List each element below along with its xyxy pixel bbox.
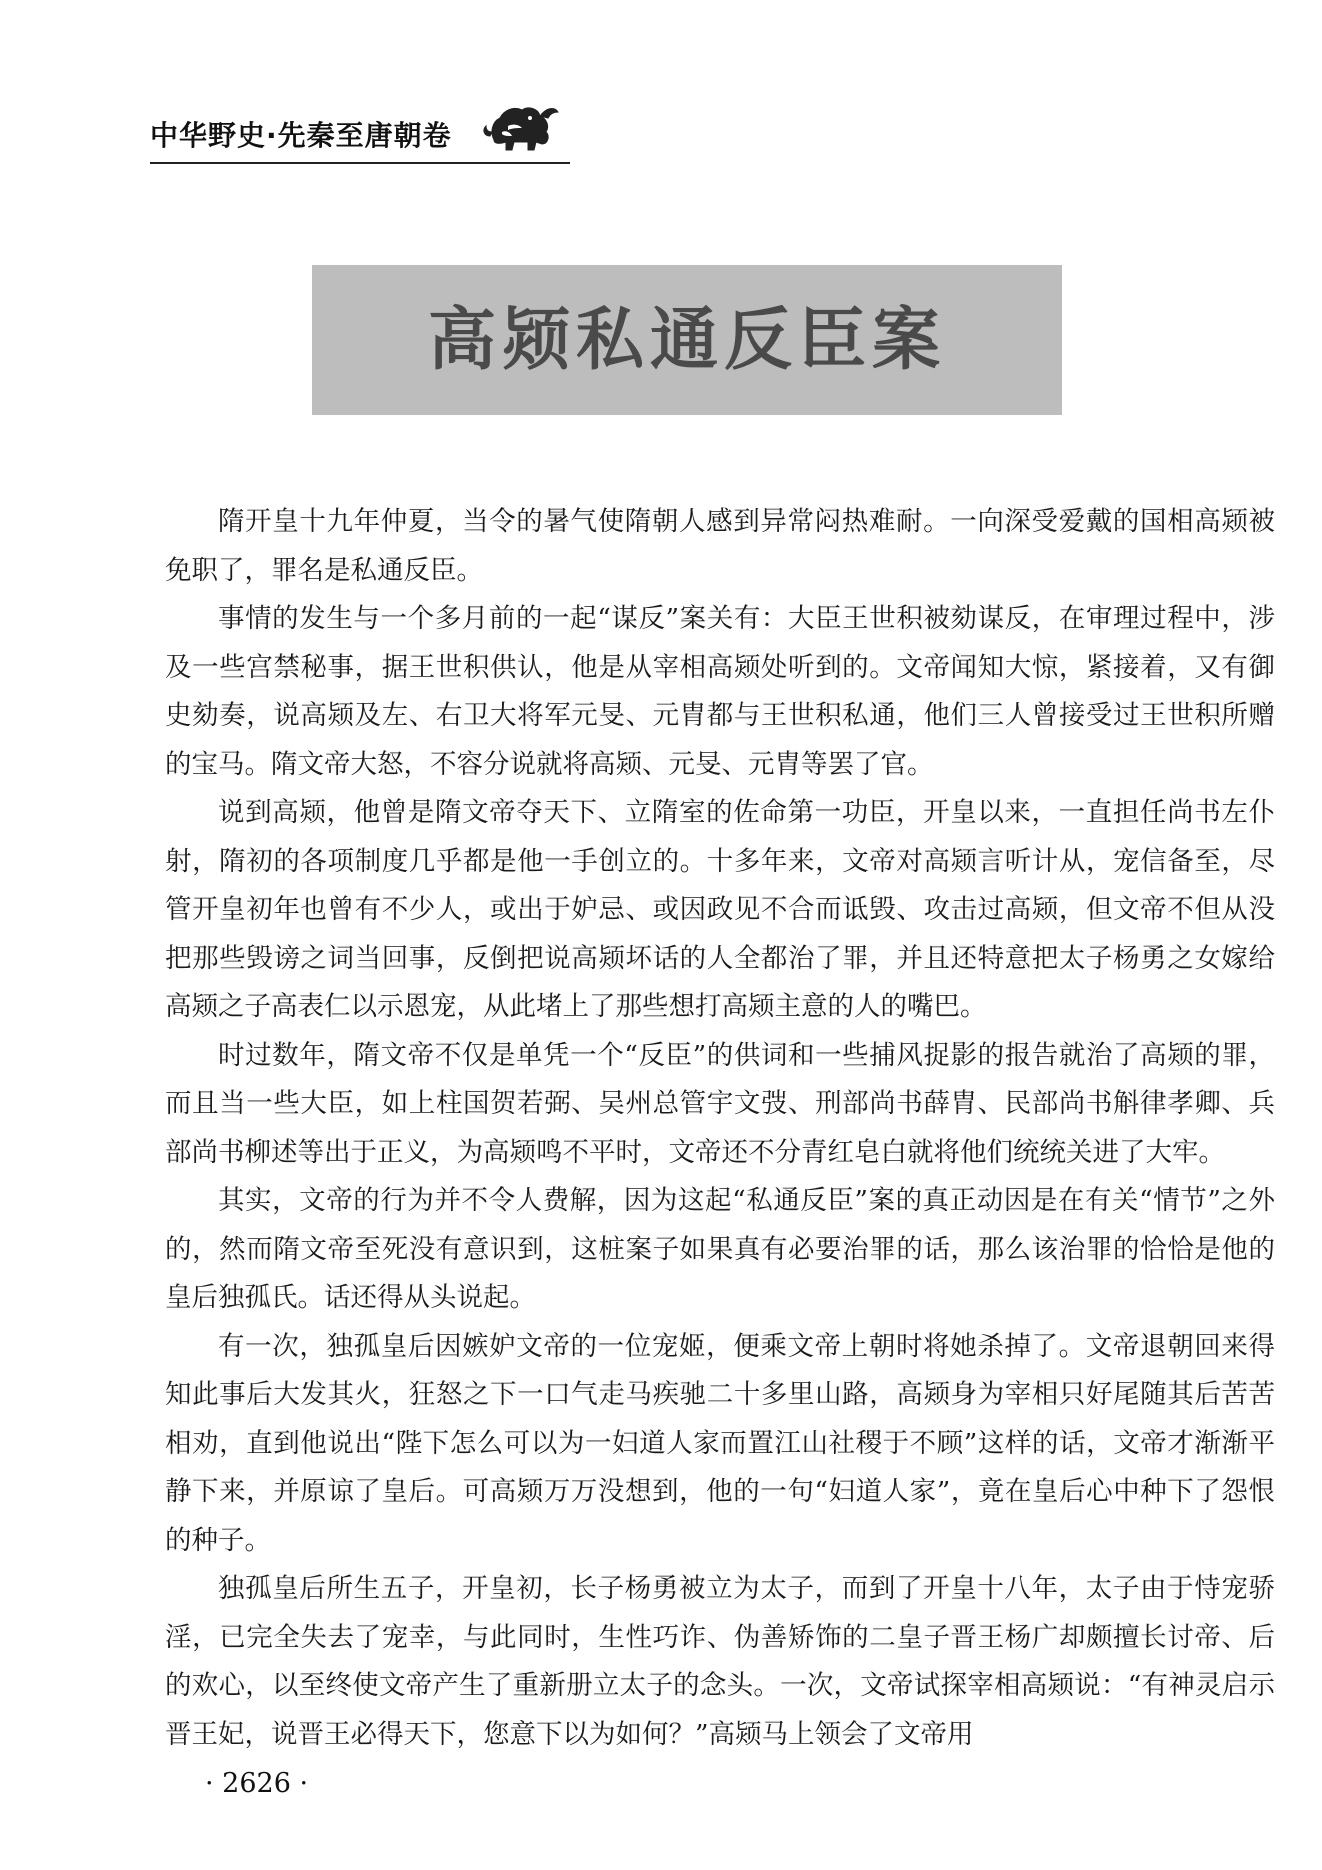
paragraph: 事情的发生与一个多月前的一起“谋反”案关有：大臣王世积被劾谋反，在审理过程中，涉及一些宫禁秘事，据王世积供认，他是从宰相高颎处听到的。文帝闻知大惊，紧接着，又有御史劾奏，说高颎及左、右卫大将军元旻、元胄都与王世积私通，他们三人曾接受过王世积所赠的宝马。隋文帝大怒，不容分说就将高颎、元旻、元胄等罢了官。 bbox=[165, 603, 1275, 780]
paragraph: 独孤皇后所生五子，开皇初，长子杨勇被立为太子，而到了开皇十八年，太子由于恃宠骄淫，已完全失去了宠幸，与此同时，生性巧诈、伪善矫饰的二皇子晋王杨广却颇擅长讨帝、后的欢心，以至终使文帝产生了重新册立太子的念头。一次，文帝试探宰相高颎说：“有神灵启示晋王妃，说晋王必得天下，您意下以为如何？”高颎马上领会了文帝用 bbox=[165, 1573, 1275, 1750]
article-title: 高颎私通反臣案 bbox=[427, 300, 946, 380]
lion-emblem-icon bbox=[480, 96, 560, 158]
paragraph: 隋开皇十九年仲夏，当令的暑气使隋朝人感到异常闷热难耐。一向深受爱戴的国相高颎被免职了，罪名是私通反臣。 bbox=[165, 506, 1275, 586]
paragraph: 有一次，独孤皇后因嫉妒文帝的一位宠姬，便乘文帝上朝时将她杀掉了。文帝退朝回来得知此事后大发其火，狂怒之下一口气走马疾驰二十多里山路，高颎身为宰相只好尾随其后苦苦相劝，直到他说出“陛下怎么可以为一妇道人家而置江山社稷于不顾”这样的话，文帝才渐渐平静下来，并原谅了皇后。可高颎万万没想到，他的一句“妇道人家”，竟在皇后心中种下了怨恨的种子。 bbox=[165, 1330, 1275, 1556]
book-title: 中华野史·先秦至唐朝卷 bbox=[150, 119, 452, 152]
paragraph: 其实，文帝的行为并不令人费解，因为这起“私通反臣”案的真正动因是在有关“情节”之外的，然而隋文帝至死没有意识到，这桩案子如果真有必要治罪的话，那么该治罪的恰恰是他的皇后独孤氏。话还得从头说起。 bbox=[165, 1185, 1275, 1313]
page-number: · 2626 · bbox=[205, 1768, 309, 1799]
paragraph: 时过数年，隋文帝不仅是单凭一个“反臣”的供词和一些捕风捉影的报告就治了高颎的罪，而且当一些大臣，如上柱国贺若弼、吴州总管宇文弢、刑部尚书薛胄、民部尚书斛律孝卿、兵部尚书柳述等出于正义，为高颎鸣不平时，文帝还不分青红皂白就将他们统统关进了大牢。 bbox=[165, 1039, 1275, 1168]
article-body bbox=[165, 498, 1275, 1759]
article-title-banner bbox=[312, 265, 1062, 415]
header-rule bbox=[150, 162, 570, 164]
paragraph: 说到高颎，他曾是隋文帝夺天下、立隋室的佐命第一功臣，开皇以来，一直担任尚书左仆射，隋初的各项制度几乎都是他一手创立的。十多年来，文帝对高颎言听计从，宠信备至，尽管开皇初年也曾有不少人，或出于妒忌、或因政见不合而诋毁、攻击过高颎，但文帝不但从没把那些毁谤之词当回事，反倒把说高颎坏话的人全都治了罪，并且还特意把太子杨勇之女嫁给高颎之子高表仁以示恩宠，从此堵上了那些想打高颎主意的人的嘴巴。 bbox=[165, 797, 1275, 1022]
running-header bbox=[150, 108, 1300, 168]
